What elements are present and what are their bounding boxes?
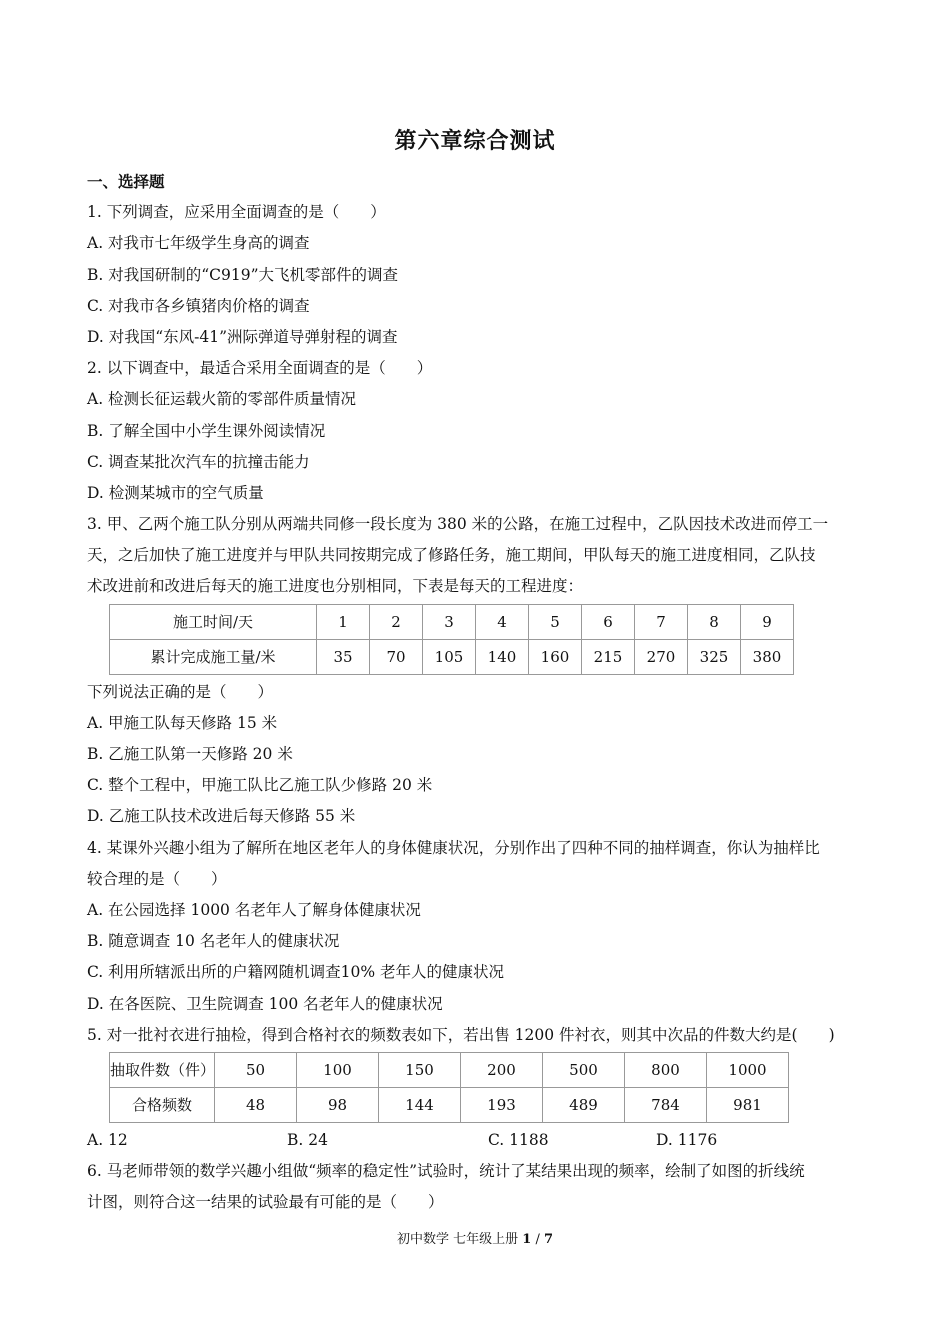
table-cell: 144 xyxy=(379,1087,461,1122)
table-cell: 500 xyxy=(543,1052,625,1087)
table-cell: 981 xyxy=(707,1087,789,1122)
question-4-option-d: D. 在各医院、卫生院调查 100 名老年人的健康状况 xyxy=(87,994,443,1013)
question-3-stem-line-1: 3. 甲、乙两个施工队分别从两端共同修一段长度为 380 米的公路，在施工过程中，乙队因技术改进而停工一 xyxy=(87,515,829,534)
page-footer xyxy=(0,1228,950,1247)
footer-separator: / xyxy=(535,1232,540,1247)
construction-progress-table xyxy=(109,604,794,675)
table-cell: 7 xyxy=(635,604,688,639)
question-1-option-b: B. 对我国研制的“C919”大飞机零部件的调查 xyxy=(87,265,399,284)
table-cell: 48 xyxy=(215,1087,297,1122)
table-cell: 100 xyxy=(297,1052,379,1087)
table-cell: 98 xyxy=(297,1087,379,1122)
table-cell: 9 xyxy=(741,604,794,639)
table-header-cell: 抽取件数（件） xyxy=(110,1052,215,1087)
question-5-stem: 5. 对一批衬衣进行抽检，得到合格衬衣的频数表如下，若出售 1200 件衬衣，则其中次品的件数大约是( ) xyxy=(87,1025,835,1044)
question-2-stem: 2. 以下调查中，最适合采用全面调查的是（ ） xyxy=(87,359,433,378)
question-3-option-c: C. 整个工程中，甲施工队比乙施工队少修路 20 米 xyxy=(87,776,433,795)
table-row xyxy=(110,604,794,639)
table-cell: 4 xyxy=(476,604,529,639)
question-2-option-d: D. 检测某城市的空气质量 xyxy=(87,483,264,502)
table-header-cell: 施工时间/天 xyxy=(110,604,317,639)
page-title: 第六章综合测试 xyxy=(394,128,556,154)
table-cell: 200 xyxy=(461,1052,543,1087)
shirt-frequency-table xyxy=(109,1052,789,1123)
table-cell: 489 xyxy=(543,1087,625,1122)
table-cell: 325 xyxy=(688,639,741,674)
question-5-options xyxy=(87,1125,867,1156)
question-3-option-b: B. 乙施工队第一天修路 20 米 xyxy=(87,745,293,763)
table-cell: 1 xyxy=(317,604,370,639)
table-cell: 6 xyxy=(582,604,635,639)
question-2-option-a: A. 检测长征运载火箭的零部件质量情况 xyxy=(87,390,357,409)
table-row xyxy=(110,1052,789,1087)
question-3-prompt: 下列说法正确的是（ ） xyxy=(87,682,274,701)
question-5-option-c: C. 1188 xyxy=(488,1130,549,1149)
question-1-option-c: C. 对我市各乡镇猪肉价格的调查 xyxy=(87,296,310,315)
table-cell: 160 xyxy=(529,639,582,674)
table-cell: 50 xyxy=(215,1052,297,1087)
table-cell: 784 xyxy=(625,1087,707,1122)
question-3-option-a: A. 甲施工队每天修路 15 米 xyxy=(87,713,278,732)
question-2-option-b: B. 了解全国中小学生课外阅读情况 xyxy=(87,421,326,440)
question-2-option-c: C. 调查某批次汽车的抗撞击能力 xyxy=(87,452,310,471)
table-cell: 5 xyxy=(529,604,582,639)
question-1-stem: 1. 下列调查，应采用全面调查的是（ ） xyxy=(87,203,386,222)
table-header-cell: 累计完成施工量/米 xyxy=(110,639,317,674)
question-1-option-d: D. 对我国“东风-41”洲际弹道导弹射程的调查 xyxy=(87,327,398,346)
table-cell: 8 xyxy=(688,604,741,639)
question-6-stem-line-1: 6. 马老师带领的数学兴趣小组做“频率的稳定性”试验时，统计了某结果出现的频率，绘制了如图的折线统 xyxy=(87,1162,805,1181)
table-row xyxy=(110,639,794,674)
table-cell: 800 xyxy=(625,1052,707,1087)
question-3-stem-line-3: 术改进前和改进后每天的施工进度也分别相同，下表是每天的工程进度： xyxy=(87,577,584,596)
footer-course: 初中数学 七年级上册 xyxy=(396,1232,519,1247)
question-5-option-d: D. 1176 xyxy=(656,1130,718,1149)
footer-page-number: 1 xyxy=(522,1232,532,1247)
table-cell: 215 xyxy=(582,639,635,674)
section-heading: 一、选择题 xyxy=(87,172,165,191)
table-cell: 140 xyxy=(476,639,529,674)
table-cell: 70 xyxy=(370,639,423,674)
table-row xyxy=(110,1087,789,1122)
table-cell: 2 xyxy=(370,604,423,639)
question-4-stem-line-2: 较合理的是（ ） xyxy=(87,869,227,888)
table-header-cell: 合格频数 xyxy=(110,1087,215,1122)
footer-total-pages: 7 xyxy=(543,1232,554,1247)
question-1-option-a: A. 对我市七年级学生身高的调查 xyxy=(87,234,310,253)
question-6-stem-line-2: 计图，则符合这一结果的试验最有可能的是（ ） xyxy=(87,1193,444,1212)
table-cell: 150 xyxy=(379,1052,461,1087)
question-3-option-d: D. 乙施工队技术改进后每天修路 55 米 xyxy=(87,807,356,826)
table-cell: 193 xyxy=(461,1087,543,1122)
table-cell: 380 xyxy=(741,639,794,674)
question-4-option-b: B. 随意调查 10 名老年人的健康状况 xyxy=(87,932,340,951)
table-cell: 270 xyxy=(635,639,688,674)
table-cell: 3 xyxy=(423,604,476,639)
table-cell: 1000 xyxy=(707,1052,789,1087)
table-cell: 105 xyxy=(423,639,476,674)
question-4-stem-line-1: 4. 某课外兴趣小组为了解所在地区老年人的身体健康状况，分别作出了四种不同的抽样调查，你认为抽样比 xyxy=(87,838,820,857)
question-3-stem-line-2: 天，之后加快了施工进度并与甲队共同按期完成了修路任务，施工期间，甲队每天的施工进度相同，乙队技 xyxy=(87,546,816,565)
question-5-option-a: A. 12 xyxy=(87,1130,128,1149)
table-cell: 35 xyxy=(317,639,370,674)
question-4-option-c: C. 利用所辖派出所的户籍网随机调查10% 老年人的健康状况 xyxy=(87,963,505,982)
question-5-option-b: B. 24 xyxy=(287,1130,328,1149)
exam-content xyxy=(87,166,867,1218)
question-4-option-a: A. 在公园选择 1000 名老年人了解身体健康状况 xyxy=(87,900,421,919)
